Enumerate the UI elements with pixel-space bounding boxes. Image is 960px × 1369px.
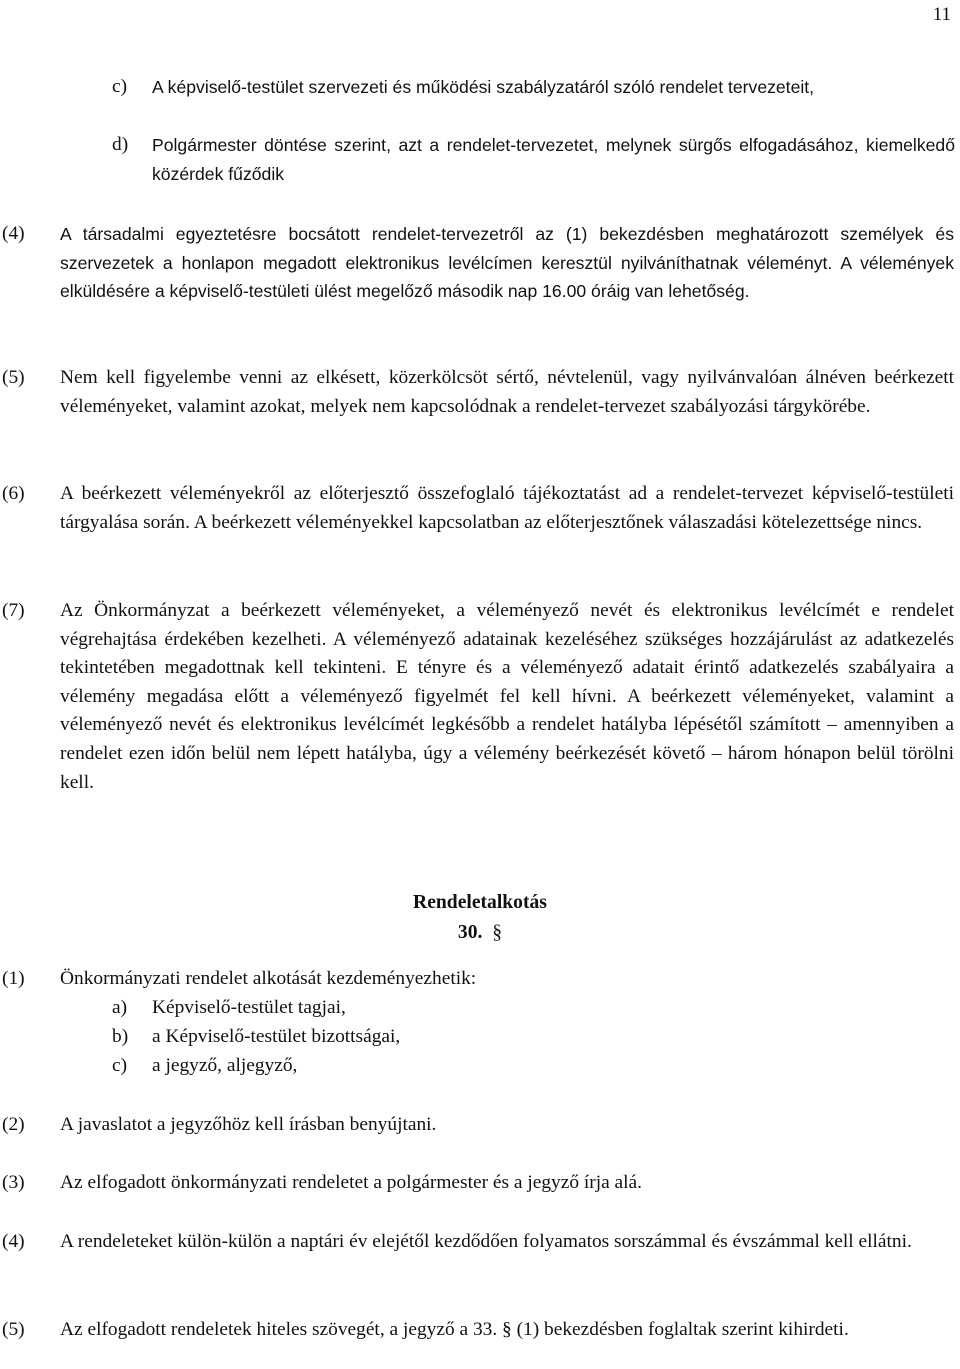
list-item-label: b) [112, 1026, 129, 1047]
list-item-text: A képviselő-testület szervezeti és működési szabályzatáról szóló rendelet tervezeteit, [152, 77, 815, 97]
paragraph-text: Az elfogadott önkormányzati rendeletet a polgármester és a jegyző írja alá. [60, 1172, 643, 1193]
section-symbol: § [492, 922, 503, 943]
page-number: 11 [932, 4, 951, 25]
list-item-text: a Képviselő-testület bizottságai, [152, 1026, 401, 1047]
paragraph-label: (4) [2, 223, 25, 244]
list-item-label: c) [112, 76, 128, 97]
section-title: Rendeletalkotás [413, 892, 547, 913]
paragraph-text: Önkormányzati rendelet alkotását kezdeményezhetik: [60, 968, 477, 989]
paragraph [2, 1169, 954, 1198]
list-item [112, 73, 955, 102]
paragraph-label: (5) [2, 1319, 25, 1340]
list-item-text: Képviselő-testület tagjai, [152, 997, 346, 1018]
paragraph [2, 1111, 954, 1140]
paragraph [2, 480, 954, 537]
paragraph-label: (2) [2, 1114, 25, 1135]
paragraph-label: (3) [2, 1172, 25, 1193]
paragraph-text: Nem kell figyelembe venni az elkésett, közerkölcsöt sértő, névtelenül, vagy nyilvánvalóan álnéven beérkezett véleményeket, valamint azokat, melyek nem kapcsolódnak a rendelet-tervezet szabályozási tárgykörébe. [60, 367, 954, 417]
list-item [112, 994, 712, 1023]
list-item [112, 1052, 712, 1081]
paragraph-label: (6) [2, 483, 25, 504]
section-number-line [0, 918, 960, 948]
list-item-label: a) [112, 997, 128, 1018]
paragraph-text: A társadalmi egyeztetésre bocsátott rendelet-tervezetről az (1) bekezdésben meghatározott személyek és szervezetek a honlapon megadott elektronikus levélcímen keresztül nyilváníthatnak véleményt. A vélemények elküldésére a képviselő-testületi ülést megelőző második nap 16.00 óráig van lehetőség. [60, 224, 954, 302]
paragraph-label: (7) [2, 600, 25, 621]
paragraph-text: Az Önkormányzat a beérkezett véleményeket, a véleményező nevét és elektronikus levélcímét e rendelet végrehajtása érdekében kezelheti. A véleményező adatainak kezeléséhez szükséges hozzájárulást az adatkezelés tekintetében megadottnak kell tekinteni. E tényre és a véleményező adatait érintő adatkezelés szabályaira a vélemény megadása előtt a véleményező figyelmét fel kell hívni. A beérkezett véleményeket, valamint a véleményező nevét és elektronikus levélcímét legkésőbb a rendelet hatályba lépésétől számított – amennyiben a rendelet ezen időn belül nem lépett hatályba, úgy a vélemény beérkezését követő – három hónapon belül törölni kell. [60, 600, 954, 793]
paragraph-label: (1) [2, 968, 25, 989]
list-item-label: c) [112, 1055, 128, 1076]
paragraph-text: A javaslatot a jegyzőhöz kell írásban benyújtani. [60, 1114, 437, 1135]
paragraph-label: (4) [2, 1231, 25, 1252]
paragraph [2, 364, 954, 421]
list-item-text: a jegyző, aljegyző, [152, 1055, 298, 1076]
paragraph [2, 597, 954, 797]
section-number: 30. [457, 922, 483, 943]
list-item [112, 131, 955, 188]
paragraph [2, 1228, 954, 1257]
paragraph-text: A rendeleteket külön-külön a naptári év elejétől kezdődően folyamatos sorszámmal és évszámmal kell ellátni. [60, 1231, 912, 1252]
list-item-text: Polgármester döntése szerint, azt a rendelet-tervezetet, melynek sürgős elfogadásához, kiemelkedő közérdek fűződik [152, 135, 955, 184]
paragraph [2, 965, 954, 994]
paragraph [2, 220, 954, 306]
paragraph-text: Az elfogadott rendeletek hiteles szövegét, a jegyző a 33. § (1) bekezdésben foglaltak szerint kihirdeti. [60, 1319, 849, 1340]
paragraph-label: (5) [2, 367, 25, 388]
paragraph [2, 1316, 954, 1345]
paragraph-text: A beérkezett véleményekről az előterjesztő összefoglaló tájékoztatást ad a rendelet-tervezet képviselő-testületi tárgyalása során. A beérkezett véleményekkel kapcsolatban az előterjesztőnek válaszadási kötelezettsége nincs. [60, 483, 954, 533]
list-item [112, 1023, 712, 1052]
list-item-label: d) [112, 134, 129, 155]
